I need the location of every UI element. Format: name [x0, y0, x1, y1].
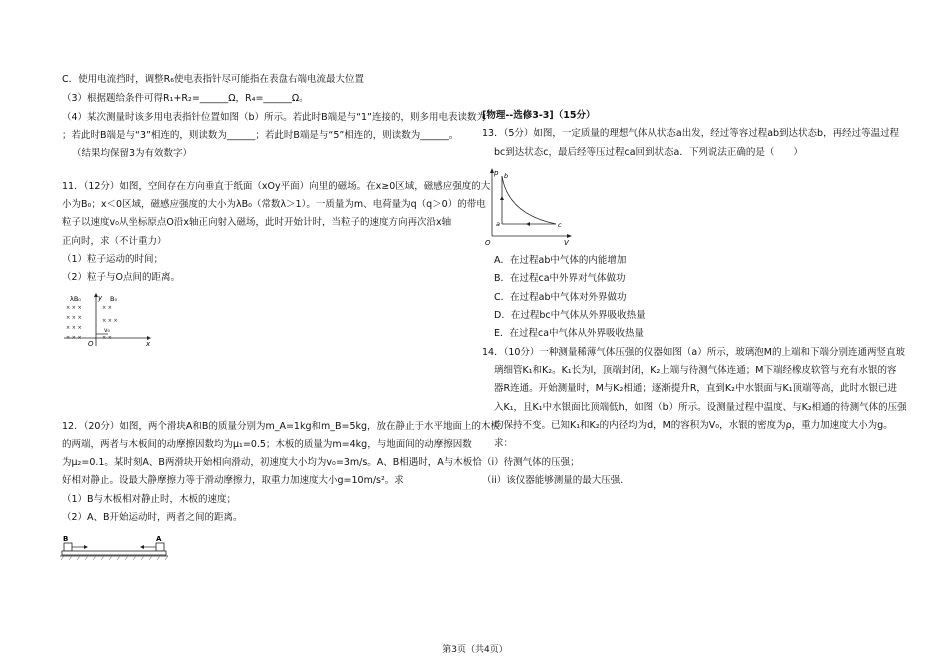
- text-line: 小为B₀；x＜0区域，磁感应强度的大小为λB₀（常数λ＞1）。一质量为m、电荷量为q（q＞0）的带电: [62, 199, 486, 210]
- option-b: B．在过程ca中外界对气体做功: [494, 273, 626, 284]
- state-label-c: c: [558, 221, 562, 229]
- svg-text:× ×: × ×: [102, 335, 112, 341]
- svg-text:× × ×: × × ×: [66, 335, 82, 341]
- text-line: 正向时，求（不计重力）: [62, 236, 167, 247]
- question-11: 11．（12分）如图，空间存在方向垂直于纸面（xOy平面）向里的磁场。在x≥0区域，磁感应强度的大: [62, 181, 491, 192]
- sub-question-ii: （ii）该仪器能够测量的最大压强.: [482, 475, 624, 486]
- text-line: ；若此时B端是与“3”相连的，则读数为______；若此时B端是与“5”相连的，则读数为______。: [62, 130, 459, 141]
- question-12: 12．（20分）如图，两个滑块A和B的质量分别为m_A=1kg和m_B=5kg，放在静止于水平地面上的木板: [62, 421, 501, 432]
- field-label-right: B₀: [110, 295, 118, 303]
- block-label-b: B: [63, 535, 69, 543]
- question-13: 13．（5分）如图，一定质量的理想气体从状态a出发，经过等容过程ab到达状态b，再经过等温过程: [482, 128, 900, 139]
- svg-text:× × ×: × × ×: [66, 315, 82, 321]
- axis-label-v: V: [564, 239, 569, 246]
- state-label-a: a: [496, 220, 500, 228]
- field-crosses: [66, 305, 118, 341]
- text-line: 的两端，两者与木板间的动摩擦因数均为μ₁=0.5；木板的质量为m=4kg，与地面间的动摩擦因数: [62, 439, 472, 450]
- text-line: （2）粒子与O点间的距离。: [62, 272, 181, 283]
- block-label-a: A: [156, 535, 162, 543]
- svg-text:× × ×: × × ×: [102, 318, 118, 324]
- velocity-label: v₀: [104, 327, 110, 334]
- text-line: 入K₁，且K₁中水银面比顶端低h，如图（b）所示。设测量过程中温度、与K₂相通的待测气体的压强: [494, 402, 907, 413]
- origin-label: O: [485, 239, 491, 246]
- text-line: （2）A、B开始运动时，两者之间的距离。: [62, 512, 243, 523]
- option-d: D．在过程bc中气体从外界吸收热量: [494, 310, 646, 321]
- state-label-b: b: [504, 172, 509, 180]
- text-line: （结果均保留3为有效数字）: [72, 148, 193, 159]
- option-c: C．在过程ab中气体对外界做功: [494, 292, 627, 303]
- text-line: 均保持不变。已知K₁和K₂的内径均为d，M的容积为V₀，水银的密度为ρ，重力加速度大小为g。: [494, 420, 893, 431]
- text-line: C．使用电流挡时，调整R₆使电表指针尽可能指在表盘右端电流最大位置: [62, 74, 365, 85]
- text-line: （3）根据题给条件可得R₁+R₂=______Ω，R₄=______Ω。: [62, 93, 309, 104]
- figure-plank-blocks: [60, 532, 170, 562]
- option-e: E．在过程ca中气体从外界吸收热量: [494, 328, 645, 339]
- text-line: bc到达状态c，最后经等压过程ca回到状态a．下列说法正确的是（ ）: [494, 147, 803, 158]
- text-line: 求：: [494, 438, 514, 449]
- svg-text:× × ×: × × ×: [66, 325, 82, 331]
- sub-question-i: （i）待测气体的压强；: [482, 457, 580, 468]
- text-line: 好相对静止。设最大静摩擦力等于滑动摩擦力，取重力加速度大小g=10m/s²。求: [62, 475, 404, 486]
- axis-label-x: x: [146, 340, 151, 348]
- figure-pv-diagram: [480, 166, 576, 246]
- axis-label-y: y: [98, 294, 103, 302]
- page-footer: 第3页（共4页）: [442, 645, 508, 655]
- section-heading: [物理--选修3-3]（15分）: [482, 110, 596, 121]
- text-line: 为μ₂=0.1。某时刻A、B两滑块开始相向滑动，初速度大小均为v₀=3m/s。A、B相遇时，A与木板恰: [62, 457, 482, 468]
- origin-label: O: [88, 340, 94, 348]
- text-line: （1）B与木板相对静止时，木板的速度；: [62, 494, 237, 505]
- field-label-left: λB₀: [70, 295, 81, 303]
- text-line: 璃细管K₁和K₂。K₁长为l，顶端封闭，K₂上端与待测气体连通；M下端经橡皮软管与充有水银的容: [494, 365, 897, 376]
- text-line: （4）某次测量时该多用电表指针位置如图（b）所示。若此时B端是与“1”连接的，则多用电表读数为: [62, 112, 486, 123]
- text-line: 粒子以速度v₀从坐标原点O沿x轴正向射入磁场，此时开始计时，当粒子的速度方向再次沿x轴: [62, 217, 452, 228]
- question-14: 14．（10分）一种测量稀薄气体压强的仪器如图（a）所示，玻璃泡M的上端和下端分别连通两竖直玻: [482, 347, 905, 358]
- option-a: A．在过程ab中气体的内能增加: [494, 255, 627, 266]
- axis-label-p: p: [494, 169, 499, 177]
- svg-text:× × ×: × × ×: [66, 305, 82, 311]
- svg-text:× ×: × ×: [102, 305, 112, 311]
- text-line: 器R连通。开始测量时，M与K₂相通；逐渐提升R，直到K₂中水银面与K₁顶端等高，此时水银已进: [494, 383, 898, 394]
- figure-magnetic-field: [62, 292, 152, 348]
- text-line: （1）粒子运动的时间；: [62, 254, 164, 265]
